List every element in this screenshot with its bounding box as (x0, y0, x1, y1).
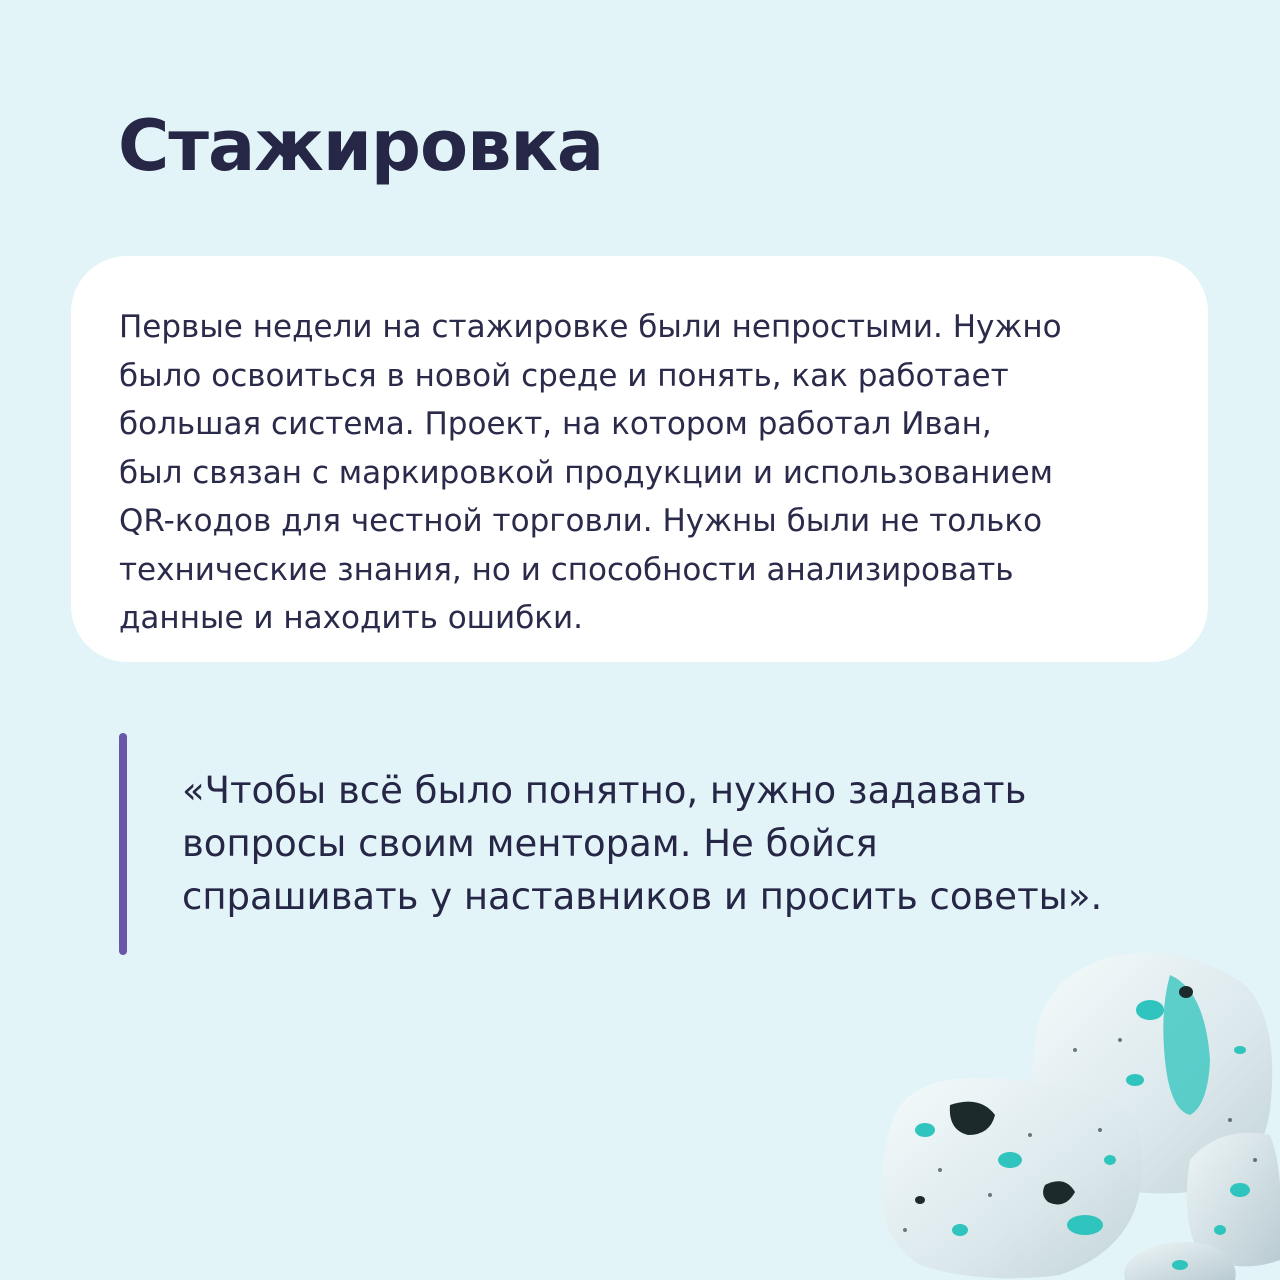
quote-accent-bar (119, 733, 127, 955)
stone-front (882, 1078, 1143, 1278)
page-title: Стажировка (118, 105, 604, 187)
text-card (71, 256, 1208, 662)
speckled-stones-illustration (860, 930, 1280, 1280)
quote-text: «Чтобы всё было понятно, нужно задавать вопросы своим менторам. Не бойся спрашивать у наставников и просить советы». (182, 769, 1103, 918)
card-text: Первые недели на стажировке были непростыми. Нужно было освоиться в новой среде и понять, как работает большая система. Проект, на котором работал Иван, был связан с маркировкой продукции и использованием QR-кодов для честной торговли. Нужны были не только технические знания, но и способности анализировать данные и находить ошибки. (119, 309, 1062, 636)
